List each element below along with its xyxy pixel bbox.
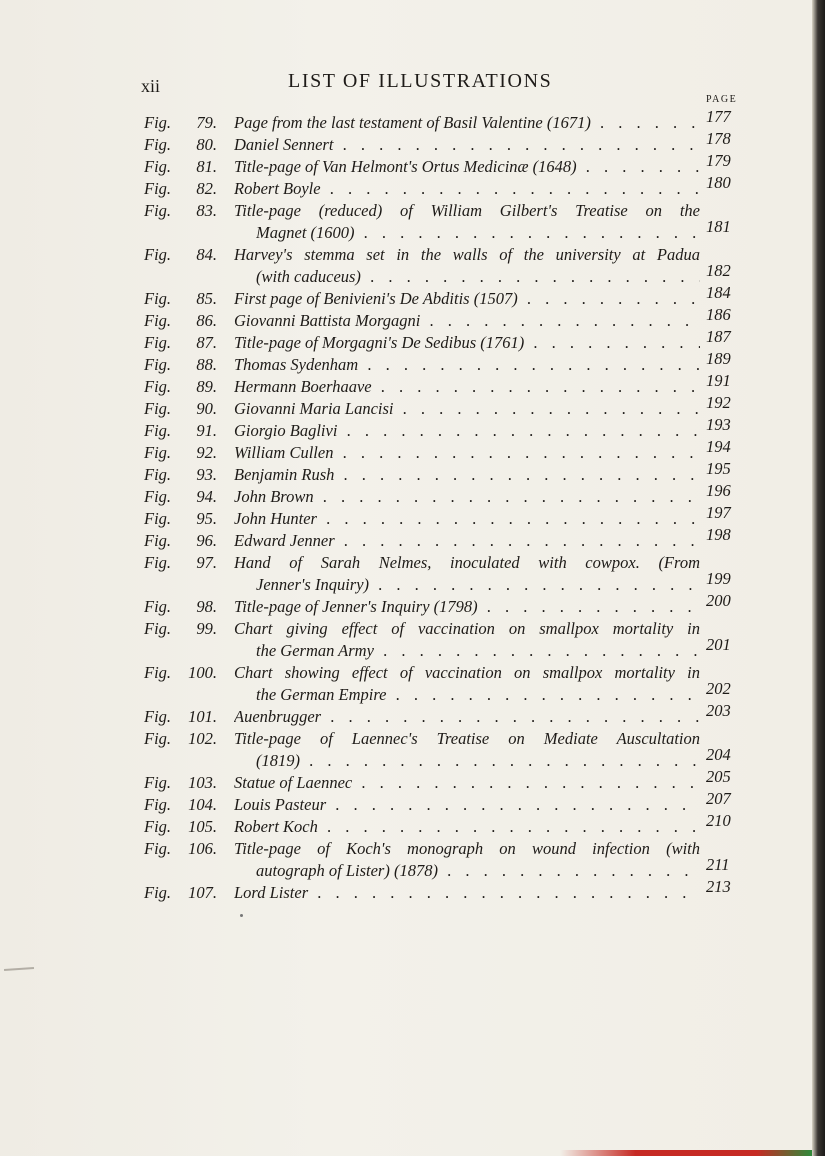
page-ref: 204 bbox=[706, 745, 731, 764]
entry-title: Title-page of Van Helmont's Ortus Medicinæ (1648) . . . bbox=[234, 156, 700, 178]
page-ref: 186 bbox=[706, 305, 731, 324]
list-item bbox=[0, 349, 812, 376]
fig-number: 96. bbox=[196, 531, 217, 550]
list-item bbox=[0, 877, 812, 904]
list-item bbox=[0, 728, 812, 772]
entry-title: Robert Koch . . . bbox=[234, 816, 700, 838]
page-ref: 199 bbox=[706, 569, 731, 588]
fig-number: 93. bbox=[196, 465, 217, 484]
entry-title: Statue of Laennec . . . bbox=[234, 772, 700, 794]
fig-label: Fig. bbox=[144, 179, 172, 198]
entry-title: Magnet (1600) . . . bbox=[256, 222, 700, 244]
fig-number: 86. bbox=[196, 311, 217, 330]
page-ref: 178 bbox=[706, 129, 731, 148]
list-item bbox=[0, 437, 812, 464]
page-ref: 194 bbox=[706, 437, 731, 456]
entry-title: John Hunter . . . bbox=[234, 508, 700, 530]
list-item bbox=[0, 767, 812, 794]
fig-number: 97. bbox=[196, 553, 217, 572]
list-item bbox=[0, 662, 812, 706]
fig-number: 107. bbox=[188, 883, 217, 902]
page-ref: 198 bbox=[706, 525, 731, 544]
entry-title: Hermann Boerhaave . . . bbox=[234, 376, 700, 398]
entry-title: Thomas Sydenham . . . bbox=[234, 354, 700, 376]
entry-line bbox=[0, 244, 812, 266]
entry-title: William Cullen . . . bbox=[234, 442, 700, 464]
entry-line bbox=[0, 877, 812, 904]
page-ref: 187 bbox=[706, 327, 731, 346]
fig-label: Fig. bbox=[144, 289, 172, 308]
page-ref: 213 bbox=[706, 877, 731, 896]
entry-line bbox=[0, 662, 812, 684]
entry-title: Title-page of Jenner's Inquiry (1798) . . . bbox=[234, 596, 700, 618]
fig-number: 82. bbox=[196, 179, 217, 198]
list-item bbox=[0, 327, 812, 354]
fig-label: Fig. bbox=[144, 333, 172, 352]
entry-title: Edward Jenner . . . bbox=[234, 530, 700, 552]
entry-title: Title-page (reduced) of William Gilbert's Treatise on the bbox=[234, 201, 700, 220]
list-item bbox=[0, 129, 812, 156]
page-ref: 191 bbox=[706, 371, 731, 390]
fig-label: Fig. bbox=[144, 707, 172, 726]
list-item bbox=[0, 618, 812, 662]
fig-number: 79. bbox=[196, 113, 217, 132]
entry-line bbox=[0, 789, 812, 816]
entry-continuation-line bbox=[0, 745, 812, 772]
fig-label: Fig. bbox=[144, 729, 172, 748]
fig-number: 105. bbox=[188, 817, 217, 836]
entry-title: Daniel Sennert . . . bbox=[234, 134, 700, 156]
fig-label: Fig. bbox=[144, 773, 172, 792]
entry-line bbox=[0, 525, 812, 552]
page-ref: 201 bbox=[706, 635, 731, 654]
fig-label: Fig. bbox=[144, 311, 172, 330]
fig-number: 100. bbox=[188, 663, 217, 682]
fig-label: Fig. bbox=[144, 157, 172, 176]
entry-line bbox=[0, 811, 812, 838]
fig-label: Fig. bbox=[144, 443, 172, 462]
fig-label: Fig. bbox=[144, 839, 172, 858]
fig-number: 106. bbox=[188, 839, 217, 858]
entry-line bbox=[0, 393, 812, 420]
fig-label: Fig. bbox=[144, 465, 172, 484]
fig-number: 88. bbox=[196, 355, 217, 374]
list-item bbox=[0, 173, 812, 200]
page-title: LIST OF ILLUSTRATIONS bbox=[288, 70, 553, 92]
entry-title: John Brown . . . bbox=[234, 486, 700, 508]
page-ref: 210 bbox=[706, 811, 731, 830]
fig-label: Fig. bbox=[144, 553, 172, 572]
entry-title: Giovanni Maria Lancisi . . . bbox=[234, 398, 700, 420]
entry-line bbox=[0, 151, 812, 178]
entry-continuation-line bbox=[0, 679, 812, 706]
page-column-label: PAGE bbox=[706, 94, 738, 105]
entry-continuation-line bbox=[0, 217, 812, 244]
entry-line bbox=[0, 728, 812, 750]
page-ref: 207 bbox=[706, 789, 731, 808]
fig-label: Fig. bbox=[144, 245, 172, 264]
entry-line bbox=[0, 503, 812, 530]
fig-label: Fig. bbox=[144, 619, 172, 638]
entry-title: Giovanni Battista Morgagni . . . bbox=[234, 310, 700, 332]
entry-title: Giorgio Baglivi . . . bbox=[234, 420, 700, 442]
fig-label: Fig. bbox=[144, 509, 172, 528]
entry-title: Auenbrugger . . . bbox=[234, 706, 700, 728]
entry-title: Benjamin Rush . . . bbox=[234, 464, 700, 486]
fig-number: 92. bbox=[196, 443, 217, 462]
entry-title: Robert Boyle . . . bbox=[234, 178, 700, 200]
fig-number: 103. bbox=[188, 773, 217, 792]
fig-number: 98. bbox=[196, 597, 217, 616]
list-item bbox=[0, 107, 812, 134]
entry-continuation-line bbox=[0, 635, 812, 662]
page-ref: 184 bbox=[706, 283, 731, 302]
fig-number: 87. bbox=[196, 333, 217, 352]
entry-line bbox=[0, 371, 812, 398]
fig-number: 83. bbox=[196, 201, 217, 220]
fig-number: 91. bbox=[196, 421, 217, 440]
fig-number: 90. bbox=[196, 399, 217, 418]
illustration-list bbox=[0, 107, 812, 904]
fig-number: 94. bbox=[196, 487, 217, 506]
fig-number: 84. bbox=[196, 245, 217, 264]
page-ref: 177 bbox=[706, 107, 731, 126]
entry-title: Title-page of Morgagni's De Sedibus (1761) . . . bbox=[234, 332, 700, 354]
ink-dot bbox=[240, 914, 243, 917]
entry-title: Lord Lister . . . bbox=[234, 882, 700, 904]
page-ref: 182 bbox=[706, 261, 731, 280]
fig-label: Fig. bbox=[144, 399, 172, 418]
list-item bbox=[0, 811, 812, 838]
entry-title: Chart showing effect of vaccination on smallpox mortality in bbox=[234, 663, 700, 682]
entry-title: Harvey's stemma set in the walls of the university at Padua bbox=[234, 245, 700, 264]
entry-continuation-line bbox=[0, 855, 812, 882]
list-item bbox=[0, 525, 812, 552]
entry-line bbox=[0, 767, 812, 794]
entry-line bbox=[0, 107, 812, 134]
list-item bbox=[0, 415, 812, 442]
entry-title: Title-page of Koch's monograph on wound infection (with bbox=[234, 839, 700, 858]
entry-title: autograph of Lister) (1878) . . . bbox=[256, 860, 700, 882]
page-ref: 192 bbox=[706, 393, 731, 412]
entry-line bbox=[0, 481, 812, 508]
list-item bbox=[0, 459, 812, 486]
list-item bbox=[0, 503, 812, 530]
entry-line bbox=[0, 459, 812, 486]
fig-number: 99. bbox=[196, 619, 217, 638]
list-item bbox=[0, 701, 812, 728]
entry-title: First page of Benivieni's De Abditis (1507) . . . bbox=[234, 288, 700, 310]
list-item bbox=[0, 789, 812, 816]
entry-line bbox=[0, 349, 812, 376]
fig-label: Fig. bbox=[144, 487, 172, 506]
page-ref: 180 bbox=[706, 173, 731, 192]
page-ref: 211 bbox=[706, 855, 730, 874]
page-ref: 196 bbox=[706, 481, 731, 500]
pencil-mark bbox=[4, 967, 34, 971]
entry-line bbox=[0, 200, 812, 222]
fig-label: Fig. bbox=[144, 817, 172, 836]
entry-title: Louis Pasteur . . . bbox=[234, 794, 700, 816]
entry-line bbox=[0, 327, 812, 354]
entry-line bbox=[0, 838, 812, 860]
list-item bbox=[0, 591, 812, 618]
entry-title: (1819) . . . bbox=[256, 750, 700, 772]
entry-line bbox=[0, 283, 812, 310]
fig-label: Fig. bbox=[144, 201, 172, 220]
fig-label: Fig. bbox=[144, 531, 172, 550]
list-item bbox=[0, 283, 812, 310]
page-ref: 200 bbox=[706, 591, 731, 610]
fig-number: 81. bbox=[196, 157, 217, 176]
page-edge bbox=[812, 0, 825, 1156]
page-ref: 195 bbox=[706, 459, 731, 478]
entry-line bbox=[0, 305, 812, 332]
entry-continuation-line bbox=[0, 261, 812, 288]
entry-title: Hand of Sarah Nelmes, inoculated with cowpox. (From bbox=[234, 553, 700, 572]
entry-line bbox=[0, 591, 812, 618]
fig-label: Fig. bbox=[144, 597, 172, 616]
list-item bbox=[0, 200, 812, 244]
fig-number: 101. bbox=[188, 707, 217, 726]
entry-title: Chart giving effect of vaccination on smallpox mortality in bbox=[234, 619, 700, 638]
list-item bbox=[0, 305, 812, 332]
entry-title: Jenner's Inquiry) . . . bbox=[256, 574, 700, 596]
list-item bbox=[0, 151, 812, 178]
fig-label: Fig. bbox=[144, 377, 172, 396]
entry-title: the German Empire . . . bbox=[256, 684, 700, 706]
page-ref: 193 bbox=[706, 415, 731, 434]
page-ref: 189 bbox=[706, 349, 731, 368]
fig-label: Fig. bbox=[144, 355, 172, 374]
fig-number: 104. bbox=[188, 795, 217, 814]
list-item bbox=[0, 838, 812, 882]
page-ref: 205 bbox=[706, 767, 731, 786]
page-ref: 197 bbox=[706, 503, 731, 522]
fig-label: Fig. bbox=[144, 113, 172, 132]
fig-label: Fig. bbox=[144, 135, 172, 154]
fig-label: Fig. bbox=[144, 883, 172, 902]
fig-number: 80. bbox=[196, 135, 217, 154]
entry-line bbox=[0, 618, 812, 640]
entry-line bbox=[0, 129, 812, 156]
fig-label: Fig. bbox=[144, 421, 172, 440]
list-item bbox=[0, 244, 812, 288]
fig-label: Fig. bbox=[144, 663, 172, 682]
list-item bbox=[0, 481, 812, 508]
list-item bbox=[0, 552, 812, 596]
fig-number: 102. bbox=[188, 729, 217, 748]
list-item bbox=[0, 371, 812, 398]
entry-line bbox=[0, 437, 812, 464]
entry-line bbox=[0, 415, 812, 442]
page-number: xii bbox=[141, 76, 161, 96]
entry-line bbox=[0, 701, 812, 728]
fig-number: 95. bbox=[196, 509, 217, 528]
fig-number: 85. bbox=[196, 289, 217, 308]
fig-label: Fig. bbox=[144, 795, 172, 814]
page-ref: 181 bbox=[706, 217, 731, 236]
entry-line bbox=[0, 173, 812, 200]
list-item bbox=[0, 393, 812, 420]
binding-strip bbox=[560, 1150, 812, 1156]
page-ref: 202 bbox=[706, 679, 731, 698]
entry-title: Title-page of Laennec's Treatise on Mediate Auscultation bbox=[234, 729, 700, 748]
entry-title: (with caduceus) . . . bbox=[256, 266, 700, 288]
entry-title: Page from the last testament of Basil Valentine (1671) . . . bbox=[234, 112, 700, 134]
page-ref: 203 bbox=[706, 701, 731, 720]
entry-line bbox=[0, 552, 812, 574]
page-ref: 179 bbox=[706, 151, 731, 170]
entry-continuation-line bbox=[0, 569, 812, 596]
entry-title: the German Army . . . bbox=[256, 640, 700, 662]
fig-number: 89. bbox=[196, 377, 217, 396]
